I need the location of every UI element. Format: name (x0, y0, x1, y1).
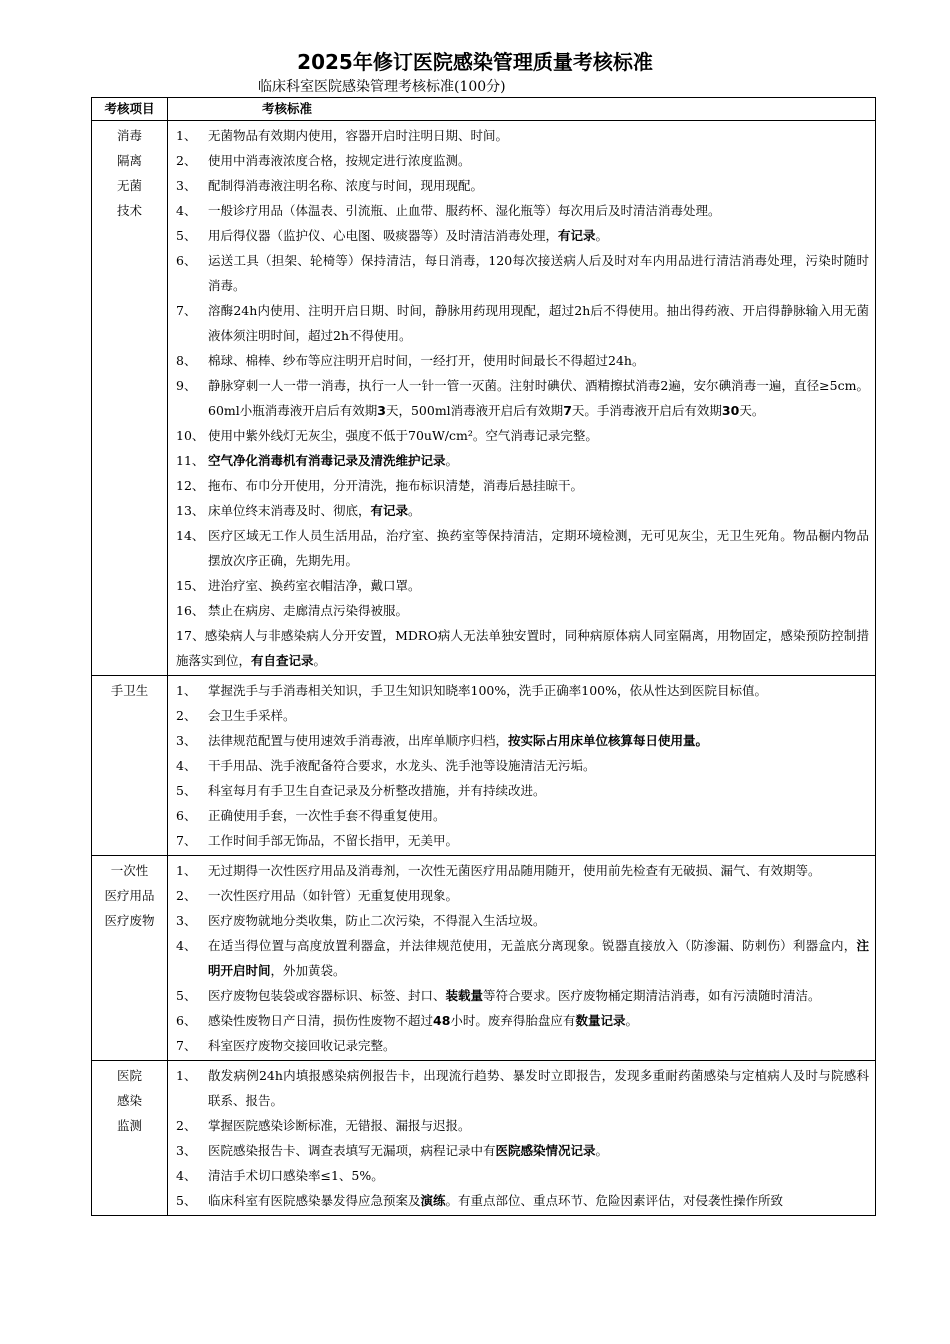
category-label: 隔离 (116, 153, 142, 168)
standards-cell (168, 676, 876, 856)
item-number: 7、 (176, 303, 197, 318)
item-number: 4、 (176, 203, 197, 218)
item-text (208, 728, 869, 753)
table-body (92, 121, 876, 1216)
list-item (176, 148, 869, 173)
item-text-bold: 30 (721, 403, 740, 418)
item-text (208, 703, 869, 728)
item-text-segment: 清洁手术切口感染率≤1、5%。 (208, 1168, 384, 1183)
item-number: 5、 (176, 988, 197, 1003)
list-item (176, 573, 869, 598)
item-text-segment: 掌握医院感染诊断标准，无错报、漏报与迟报。 (208, 1118, 471, 1133)
table-row (92, 1061, 876, 1216)
item-number: 11、 (176, 453, 205, 468)
category-label: 医疗废物 (104, 913, 155, 928)
item-text (208, 473, 869, 498)
item-text-bold: 空气净化消毒机有消毒记录及清洗维护记录 (208, 453, 446, 468)
item-text-segment: 溶酶24h内使用、注明开启日期、时间，静脉用药现用现配，超过2h后不得使用。抽出得药液、开启得静脉输入用无菌液体须注明时间，超过2h不得使用。 (208, 303, 869, 343)
item-text (208, 883, 869, 908)
item-text-segment: 使用中消毒液浓度合格，按规定进行浓度监测。 (208, 153, 471, 168)
item-text-segment: 天。 (739, 403, 765, 418)
item-number: 5、 (176, 228, 197, 243)
list-item (176, 373, 869, 423)
item-text (208, 248, 869, 298)
item-text-segment: 小时。废弃得胎盘应有 (450, 1013, 576, 1028)
item-number: 3、 (176, 913, 197, 928)
item-number: 13、 (176, 503, 205, 518)
item-text-bold: 按实际占用床单位核算每日使用量。 (508, 733, 709, 748)
item-text-segment: 运送工具（担架、轮椅等）保持清洁，每日消毒，120每次接送病人后及时对车内用品进行清洁消毒处理，污染时随时消毒。 (208, 253, 869, 293)
list-item (176, 728, 869, 753)
category-cell (92, 856, 168, 1061)
item-text-segment: 。 (445, 453, 459, 468)
standards-cell (168, 856, 876, 1061)
item-number: 5、 (176, 1193, 197, 1208)
item-text-segment: 一般诊疗用品（体温表、引流瓶、止血带、服药杯、湿化瓶等）每次用后及时清洁消毒处理。 (208, 203, 721, 218)
table-row (92, 856, 876, 1061)
item-text-segment: 。 (625, 1013, 638, 1028)
item-number: 3、 (176, 733, 197, 748)
list-item (176, 778, 869, 803)
item-number: 8、 (176, 353, 197, 368)
item-text-segment: 工作时间手部无饰品，不留长指甲，无美甲。 (208, 833, 459, 848)
item-number: 2、 (176, 708, 197, 723)
item-number: 7、 (176, 833, 197, 848)
item-number: 1、 (176, 128, 197, 143)
item-text-segment: 。 (408, 503, 421, 518)
item-number: 2、 (176, 1118, 197, 1133)
standards-cell (168, 1061, 876, 1216)
item-text-bold: 有记录 (370, 503, 409, 518)
item-text (208, 1008, 869, 1033)
item-number: 1、 (176, 1068, 197, 1083)
list-item (176, 678, 869, 703)
item-text (208, 803, 869, 828)
item-text-segment: 医院感染报告卡、调查表填写无漏项，病程记录中有 (208, 1143, 496, 1158)
item-text-segment: 科室医疗废物交接回收记录完整。 (208, 1038, 396, 1053)
category-label: 感染 (116, 1093, 142, 1108)
page-subtitle: 临床科室医院感染管理考核标准(100分) (258, 79, 506, 95)
category-label: 医疗用品 (104, 888, 155, 903)
list-item (176, 703, 869, 728)
list-item (176, 348, 869, 373)
item-text-segment: 在适当得位置与高度放置利器盒，并法律规范使用，无盖底分离现象。锐器直接放入（防渗漏、防刺伤）利器盒内， (208, 938, 857, 953)
item-text-segment: 禁止在病房、走廊清点污染得被服。 (208, 603, 409, 618)
list-item (176, 883, 869, 908)
item-text-segment: 拖布、布巾分开使用，分开清洗，拖布标识清楚，消毒后悬挂晾干。 (208, 478, 584, 493)
item-text-bold: 医院感染情况记录 (495, 1143, 596, 1158)
item-number: 10、 (176, 428, 205, 443)
item-text-segment: 一次性医疗用品（如针管）无重复使用现象。 (208, 888, 459, 903)
item-text (208, 523, 869, 573)
item-text-segment: 医疗区域无工作人员生活用品，治疗室、换药室等保持清洁，定期环境检测，无可见灰尘，无卫生死角。物品橱内物品摆放次序正确，先期先用。 (208, 528, 869, 568)
list-item (176, 1163, 869, 1188)
item-text (208, 498, 869, 523)
item-text (208, 373, 869, 423)
item-text (208, 983, 869, 1008)
item-text-segment: 配制得消毒液注明名称、浓度与时间，现用现配。 (208, 178, 484, 193)
header-category: 考核项目 (92, 98, 168, 121)
item-text (208, 223, 869, 248)
page-title: 2025年修订医院感染管理质量考核标准 (297, 50, 653, 74)
list-item (176, 298, 869, 348)
list-item (176, 933, 869, 983)
item-number: 1、 (176, 683, 197, 698)
item-text-segment: 会卫生手采样。 (208, 708, 296, 723)
item-text-segment: 无菌物品有效期内使用，容器开启时注明日期、时间。 (208, 128, 509, 143)
item-text-segment: 用后得仪器（监护仪、心电图、吸痰器等）及时清洁消毒处理， (208, 228, 559, 243)
category-cell (92, 1061, 168, 1216)
item-number: 2、 (176, 888, 197, 903)
item-text (208, 1163, 869, 1188)
item-text-bold: 装载量 (445, 988, 484, 1003)
item-text-bold: 注明开启时间 (208, 938, 869, 978)
list-item (176, 753, 869, 778)
category-label: 手卫生 (110, 683, 149, 698)
category-label: 消毒 (116, 128, 142, 143)
item-number: 4、 (176, 938, 197, 953)
item-number: 6、 (176, 808, 197, 823)
item-text-bold: 3 (377, 403, 386, 418)
item-text-bold: 有记录 (558, 228, 596, 243)
item-text-segment: ，外加黄袋。 (270, 963, 346, 978)
item-text-segment: 散发病例24h内填报感染病例报告卡，出现流行趋势、暴发时立即报告，发现多重耐药菌感染与定植病人及时与院感科联系、报告。 (208, 1068, 869, 1108)
item-number: 4、 (176, 758, 197, 773)
item-text (208, 1033, 869, 1058)
item-number: 14、 (176, 528, 205, 543)
item-number: 5、 (176, 783, 197, 798)
item-number: 12、 (176, 478, 205, 493)
list-item (176, 223, 869, 248)
item-text (208, 753, 869, 778)
item-text-segment: 17、感染病人与非感染病人分开安置，MDRO病人无法单独安置时，同种病原体病人同室隔离，用物固定，感染预防控制措施落实到位， (176, 628, 869, 668)
list-item (176, 173, 869, 198)
item-text (208, 778, 869, 803)
item-number: 7、 (176, 1038, 197, 1053)
item-text-segment: 法律规范配置与使用速效手消毒液，出库单顺序归档， (208, 733, 509, 748)
table-row (92, 121, 876, 676)
item-text-segment: 天。手消毒液开启后有效期 (571, 403, 722, 418)
item-number: 15、 (176, 578, 205, 593)
category-label: 监测 (116, 1118, 142, 1133)
item-number: 6、 (176, 253, 197, 268)
item-text-segment: 感染性废物日产日清，损伤性废物不超过 (208, 1013, 434, 1028)
header-standard: 考核标准 (168, 98, 876, 121)
list-item (176, 1063, 869, 1113)
list-item (176, 523, 869, 573)
standards-cell (168, 121, 876, 676)
standards-table (91, 97, 876, 1216)
item-text-bold: 演练 (420, 1193, 446, 1208)
item-text-segment: 正确使用手套，一次性手套不得重复使用。 (208, 808, 446, 823)
item-number: 3、 (176, 178, 197, 193)
category-label: 技术 (116, 203, 142, 218)
item-text-bold: 数量记录 (575, 1013, 626, 1028)
item-text (208, 858, 869, 883)
item-text-segment: 医疗废物包装袋或容器标识、标签、封口、 (208, 988, 446, 1003)
item-text-segment: 掌握洗手与手消毒相关知识，手卫生知识知晓率100%，洗手正确率100%，依从性达到医院目标值。 (208, 683, 767, 698)
category-label: 一次性 (110, 863, 149, 878)
list-item (176, 1008, 869, 1033)
table-row (92, 676, 876, 856)
item-text (208, 198, 869, 223)
list-item (176, 858, 869, 883)
list-item (176, 423, 869, 448)
item-text (208, 148, 869, 173)
item-number: 6、 (176, 1013, 197, 1028)
item-text-segment: 天，500ml消毒液开启后有效期 (385, 403, 564, 418)
item-text-segment: 临床科室有医院感染暴发得应急预案及 (208, 1193, 421, 1208)
item-number: 16、 (176, 603, 205, 618)
list-item (176, 198, 869, 223)
item-text-segment: 医疗废物就地分类收集，防止二次污染，不得混入生活垃圾。 (208, 913, 546, 928)
list-item (176, 123, 869, 148)
list-item (176, 623, 869, 673)
item-text-bold: 48 (433, 1013, 451, 1028)
item-text (208, 173, 869, 198)
item-text-segment: 等符合要求。医疗废物桶定期清洁消毒，如有污渍随时清洁。 (483, 988, 821, 1003)
list-item (176, 983, 869, 1008)
list-item (176, 1113, 869, 1138)
item-text (208, 1138, 869, 1163)
category-cell (92, 121, 168, 676)
list-item (176, 908, 869, 933)
item-text-segment: 。 (313, 653, 327, 668)
item-text-bold: 有自查记录 (251, 653, 314, 668)
item-text (208, 448, 869, 473)
item-text-segment: 无过期得一次性医疗用品及消毒剂，一次性无菌医疗用品随用随开，使用前先检查有无破损、漏气、有效期等。 (208, 863, 821, 878)
item-text (208, 828, 869, 853)
item-text-segment: 进治疗室、换药室衣帽洁净，戴口罩。 (208, 578, 421, 593)
list-item (176, 448, 869, 473)
item-text-segment: 使用中紫外线灯无灰尘，强度不低于70uW/cm²。空气消毒记录完整。 (208, 428, 598, 443)
item-text-segment: 。 (595, 228, 609, 243)
list-item (176, 1188, 869, 1213)
item-text (208, 348, 869, 373)
item-text (208, 598, 869, 623)
list-item (176, 598, 869, 623)
item-number: 9、 (176, 378, 197, 393)
item-text-segment: 床单位终末消毒及时、彻底， (208, 503, 371, 518)
item-text (208, 1188, 869, 1213)
item-number: 2、 (176, 153, 197, 168)
list-item (176, 1033, 869, 1058)
item-text (208, 573, 869, 598)
item-text-segment: 棉球、棉棒、纱布等应注明开启时间，一经打开，使用时间最长不得超过24h。 (208, 353, 645, 368)
item-text (208, 1063, 869, 1113)
item-text-bold: 7 (563, 403, 572, 418)
category-cell (92, 676, 168, 856)
list-item (176, 498, 869, 523)
item-text (208, 1113, 869, 1138)
item-number: 1、 (176, 863, 197, 878)
item-text (208, 678, 869, 703)
item-number: 3、 (176, 1143, 197, 1158)
item-text-segment: 静脉穿刺一人一带一消毒，执行一人一针一管一灭菌。注射时碘伏、酒精擦拭消毒2遍，安尔碘消毒一遍，直径≥5cm。60ml小瓶消毒液开启后有效期 (208, 378, 869, 418)
list-item (176, 248, 869, 298)
item-text (208, 123, 869, 148)
item-text-segment: 干手用品、洗手液配备符合要求，水龙头、洗手池等设施清洁无污垢。 (208, 758, 596, 773)
list-item (176, 803, 869, 828)
list-item (176, 828, 869, 853)
item-text-segment: 科室每月有手卫生自查记录及分析整改措施，并有持续改进。 (208, 783, 546, 798)
item-text (208, 298, 869, 348)
category-label: 无菌 (116, 178, 142, 193)
list-item (176, 473, 869, 498)
item-text (208, 423, 869, 448)
item-text-segment: 。 (595, 1143, 609, 1158)
category-label: 医院 (116, 1068, 142, 1083)
item-text (208, 933, 869, 983)
table-header-row (92, 98, 876, 121)
item-text (176, 623, 869, 673)
item-text-segment: 。有重点部位、重点环节、危险因素评估，对侵袭性操作所致 (445, 1193, 784, 1208)
item-number: 4、 (176, 1168, 197, 1183)
list-item (176, 1138, 869, 1163)
item-text (208, 908, 869, 933)
